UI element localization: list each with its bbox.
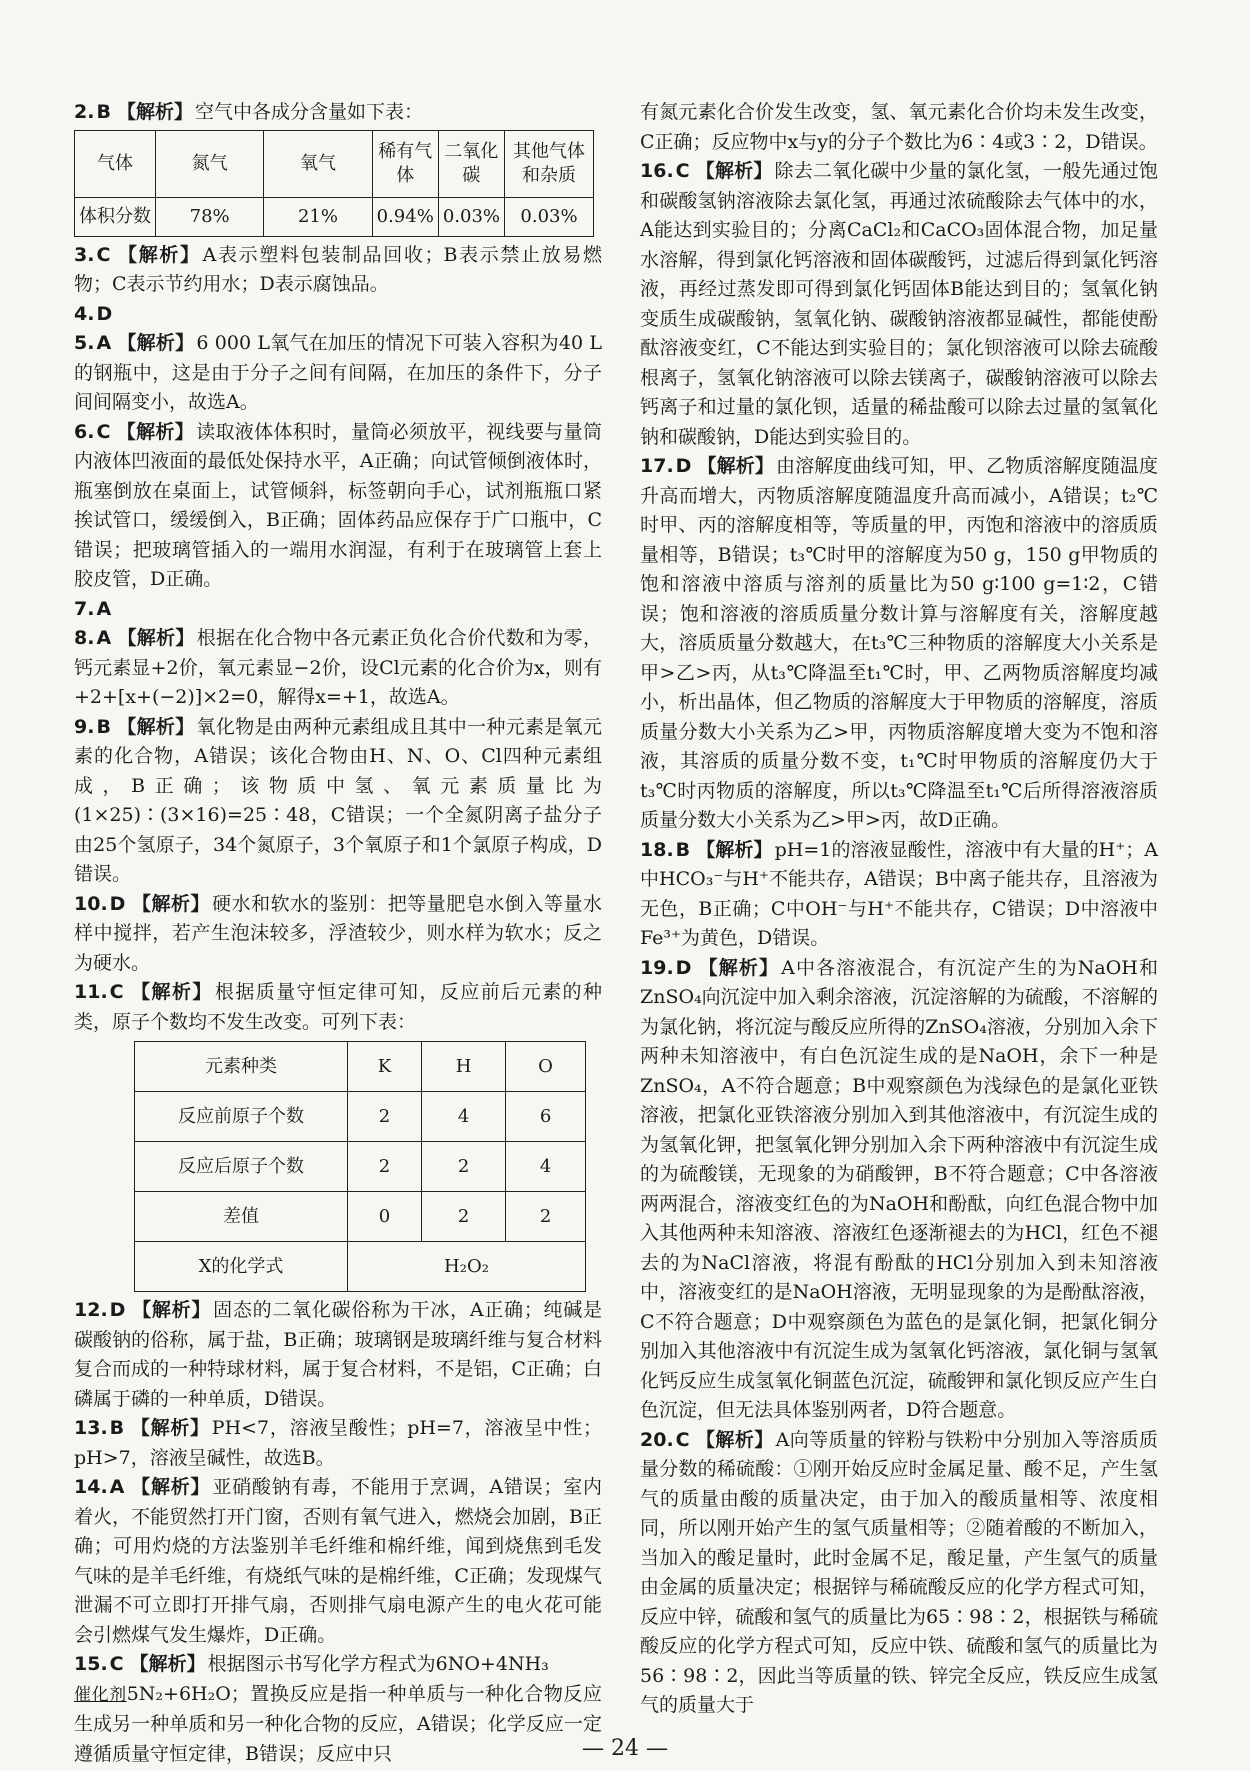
table-cell: 6	[506, 1092, 586, 1142]
analysis-text: PH<7，溶液呈酸性；pH=7，溶液呈中性；pH>7，溶液呈碱性，故选B。	[74, 1417, 602, 1469]
table-cell: 78%	[156, 197, 264, 236]
question-7	[74, 595, 602, 625]
answer-letter: D	[96, 302, 113, 325]
table-cell: 2	[348, 1142, 422, 1192]
question-6	[74, 418, 602, 595]
question-number: 7.	[74, 597, 95, 620]
table-cell: 4	[421, 1092, 505, 1142]
question-number: 13.	[74, 1417, 108, 1439]
table-cell: 2	[506, 1192, 586, 1242]
table-header-cell: 气体	[75, 130, 156, 197]
analysis-text: 除去二氧化碳中少量的氯化氢，一般先通过饱和碳酸氢钠溶液除去氯化氢，再通过浓硫酸除去气体中的水，A能达到实验目的；分离CaCl₂和CaCO₃固体混合物，加足量水溶解，得到氯化钙溶液和固体碳酸钙，过滤后得到氯化钙溶液，再经过蒸发即可得到氯化钙固体B能达到目的；氢氧化钠变质生成碳酸钠，氢氧化钠、碳酸钠溶液都显碱性，都能使酚酞溶液变红，C不能达到实验目的；氯化钡溶液可以除去硫酸根离子，氢氧化钠溶液可以除去镁离子，碳酸钠溶液可以除去钙离子和过量的氯化钡，适量的稀盐酸可以除去过量的氢氧化钠和碳酸钠，D能达到实验目的。	[640, 160, 1158, 448]
question-14	[74, 1473, 602, 1650]
question-number: 11.	[74, 981, 108, 1003]
right-column	[640, 98, 1158, 1721]
question-number: 20.	[640, 1428, 674, 1451]
analysis-text: 亚硝酸钠有毒，不能用于烹调，A错误；室内着火，不能贸然打开门窗，否则有氧气进入，燃烧会加剧，B正确；可用灼烧的方法鉴别羊毛纤维和棉纤维，闻到烧焦到毛发气味的是羊毛纤维，有烧纸气味的是棉纤维，C正确；发现煤气泄漏不可立即打开排气扇，否则排气扇电源产生的电火花可能会引燃煤气发生爆炸，D正确。	[74, 1476, 602, 1646]
answer-letter: A	[96, 597, 112, 620]
analysis-tag: 【解析】	[695, 160, 773, 182]
answer-letter: C	[96, 243, 111, 266]
question-number: 2.	[74, 101, 95, 123]
answer-letter: B	[675, 838, 691, 861]
analysis-text: A表示塑料包装制品回收；B表示禁止放易燃物；C表示节约用水；D表示腐蚀品。	[74, 243, 602, 295]
table-row	[135, 1192, 586, 1242]
table-row	[135, 1042, 586, 1092]
question-number: 3.	[74, 243, 95, 266]
analysis-tag: 【解析】	[130, 1417, 210, 1439]
question-4	[74, 300, 602, 330]
table-row-label: 反应前原子个数	[135, 1092, 348, 1142]
table-header-cell: H	[421, 1042, 505, 1092]
table-row	[135, 1092, 586, 1142]
analysis-tag: 【解析】	[116, 420, 195, 443]
question-number: 8.	[74, 627, 95, 649]
analysis-text: 根据图示书写化学方程式为6NO+4NH₃	[207, 1653, 549, 1675]
question-number: 12.	[74, 1299, 108, 1321]
table-cell: H₂O₂	[348, 1242, 586, 1292]
answer-letter: B	[109, 1417, 125, 1439]
table-cell: 2	[348, 1092, 422, 1142]
analysis-tag: 【解析】	[117, 627, 195, 649]
analysis-text: 由溶解度曲线可知，甲、乙物质溶解度随温度升高而增大，丙物质溶解度随温度升高而减小，A错误；t₂℃时甲、丙的溶解度相等，等质量的甲，丙饱和溶液中的溶质质量相等，B错误；t₃℃时甲的溶解度为50 g，150 g甲物质的饱和溶液中溶质与溶剂的质量比为50 g∶100 g=1∶2，C错误；饱和溶液的溶质质量分数计算与溶解度有关，溶解度越大，溶质质量分数越大，在t₃℃三种物质的溶解度大小关系是甲>乙>丙，从t₃℃降温至t₁℃时，甲、乙两物质溶解度均减小，析出晶体，但乙物质的溶解度大于甲物质的溶解度，溶质质量分数大小关系为乙>甲，丙物质溶解度增大变为不饱和溶液，其溶质的质量分数不变，t₁℃时甲物质的溶解度仍大于t₃℃时丙物质的溶解度，所以t₃℃降温至t₁℃后所得溶液溶质质量分数大小关系为乙>甲>丙，故D正确。	[640, 455, 1158, 831]
question-number: 10.	[74, 892, 108, 915]
question-number: 15.	[74, 1653, 108, 1675]
analysis-text: A中各溶液混合，有沉淀产生的为NaOH和ZnSO₄向沉淀中加入剩余溶液，沉淀溶解的为硫酸，不溶解的为氯化钠，将沉淀与酸反应所得的ZnSO₄溶液，分别加入余下两种未知溶液中，有白色沉淀生成的是NaOH，余下一种是ZnSO₄，A不符合题意；B中观察颜色为浅绿色的是氯化亚铁溶液，把氯化亚铁溶液分别加入到其他溶液中，有沉淀生成的为氢氧化钾，把氢氧化钾分别加入余下两种溶液中有沉淀生成的为硫酸镁，无现象的为硝酸钾，B不符合题意；C中各溶液两两混合，溶液变红色的为NaOH和酚酞，向红色混合物中加入其他两种未知溶液、溶液红色逐渐褪去的为HCl，红色不褪去的为NaCl溶液，将混有酚酞的HCl分别加入到未知溶液中，溶液变红的是NaOH溶液，无明显现象的为是酚酞溶液，C不符合题意；D中观察颜色为蓝色的是氯化铜，把氯化铜分别加入其他溶液中有沉淀生成为氢氧化钙溶液，氯化铜与氢氧化钙反应生成氢氧化铜蓝色沉淀，硫酸钾和氯化钡反应产生白色沉淀，但无法具体鉴别两者，D符合题意。	[640, 956, 1158, 1421]
table-header-cell: 氧气	[264, 130, 372, 197]
answer-letter: A	[96, 332, 112, 354]
answer-letter: D	[109, 892, 126, 915]
analysis-tag: 【解析】	[695, 1428, 774, 1451]
analysis-tag: 【解析】	[131, 1299, 212, 1321]
analysis-text: 读取液体体积时，量筒必须放平，视线要与量筒内液体凹液面的最低处保持水平，A正确；向试管倾倒液体时，瓶塞倒放在桌面上，试管倾斜，标签朝向手心，试剂瓶瓶口紧挨试管口，缓缓倒入，B正确；固体药品应保存于广口瓶中，C错误；把玻璃管插入的一端用水润湿，有利于在玻璃管上套上胶皮管，D正确。	[74, 420, 602, 590]
table-cell: 0.03%	[505, 197, 594, 236]
question-number: 5.	[74, 332, 95, 354]
table-header-cell: 二氧化碳	[438, 130, 504, 197]
analysis-text: pH=1的溶液显酸性，溶液中有大量的H⁺；A中HCO₃⁻与H⁺不能共存，A错误；B中离子能共存，且溶液为无色，B正确；C中OH⁻与H⁺不能共存，C错误；D中溶液中Fe³⁺为黄色，D错误。	[640, 838, 1158, 949]
table-header-cell: 元素种类	[135, 1042, 348, 1092]
table-header-cell: 氮气	[156, 130, 264, 197]
question-number: 14.	[74, 1476, 108, 1498]
answer-letter: A	[109, 1476, 125, 1498]
table-cell: 0	[348, 1192, 422, 1242]
analysis-tag: 【解析】	[696, 838, 773, 861]
question-15-continued: 有氮元素化合价发生改变，氢、氧元素化合价均未发生改变，C正确；反应物中x与y的分子个数比为6∶4或3∶2，D错误。	[640, 101, 1158, 153]
question-9	[74, 713, 602, 890]
analysis-tag: 【解析】	[129, 1653, 206, 1675]
question-number: 18.	[640, 838, 674, 861]
table-cell: 0.03%	[438, 197, 504, 236]
table-row	[135, 1242, 586, 1292]
answer-letter: C	[675, 1428, 690, 1451]
question-number: 4.	[74, 302, 95, 325]
analysis-text-continued: 5N₂+6H₂O；置换反应是指一种单质与一种化合物反应生成另一种单质和另一种化合物的反应，A错误；化学反应一定遵循质量守恒定律，B错误；反应中只	[74, 1682, 602, 1765]
analysis-text: 固态的二氧化碳俗称为干冰，A正确；纯碱是碳酸钠的俗称，属于盐，B正确；玻璃钢是玻璃纤维与复合材料复合而成的一种特球材料，属于复合材料，不是铝，C正确；白磷属于磷的一种单质，D错误。	[74, 1299, 602, 1410]
table-cell: 0.94%	[372, 197, 438, 236]
question-17	[640, 452, 1158, 836]
question-12	[74, 1296, 602, 1414]
table-row-label: 体积分数	[75, 197, 156, 236]
analysis-text: 6 000 L氧气在加压的情况下可装入容积为40 L的钢瓶中，这是由于分子之间有间隔，在加压的条件下，分子间间隔变小，故选A。	[74, 332, 602, 413]
element-count-table	[134, 1041, 586, 1292]
analysis-text: A向等质量的锌粉与铁粉中分别加入等溶质质量分数的稀硫酸：①刚开始反应时金属足量、酸不足，产生氢气的质量由酸的质量决定，由于加入的酸质量相等、浓度相同，所以刚开始产生的氢气质量相等；②随着酸的不断加入，当加入的酸足量时，此时金属不足，酸足量，产生氢气的质量由金属的质量决定；根据锌与稀硫酸反应的化学方程式可知，反应中锌，硫酸和氢气的质量比为65∶98∶2，根据铁与稀硫酸反应的化学方程式可知，反应中铁、硫酸和氢气的质量比为56∶98∶2，因此当等质量的铁、锌完全反应，铁反应生成氢气的质量大于	[640, 1428, 1158, 1716]
question-19	[640, 954, 1158, 1426]
answer-letter: D	[675, 455, 692, 477]
answer-letter: C	[109, 1653, 124, 1675]
table-header-cell: O	[506, 1042, 586, 1092]
table-row-label: 反应后原子个数	[135, 1142, 348, 1192]
question-number: 6.	[74, 420, 95, 443]
table-header-cell: K	[348, 1042, 422, 1092]
question-8	[74, 624, 602, 713]
answer-letter: C	[675, 160, 690, 182]
analysis-text: 根据在化合物中各元素正负化合价代数和为零，钙元素显+2价，氧元素显−2价，设Cl元素的化合价为x，则有+2+[x+(−2)]×2=0，解得x=+1，故选A。	[74, 627, 602, 708]
question-5	[74, 329, 602, 418]
question-number: 9.	[74, 715, 95, 738]
question-16	[640, 157, 1158, 452]
table-cell: 4	[506, 1142, 586, 1192]
analysis-tag: 【解析】	[116, 715, 195, 738]
analysis-tag: 【解析】	[131, 892, 211, 915]
analysis-tag: 【解析】	[697, 956, 780, 979]
table-row	[135, 1142, 586, 1192]
table-cell: 2	[421, 1142, 505, 1192]
left-column	[74, 98, 602, 1769]
analysis-tag: 【解析】	[129, 981, 213, 1003]
question-20	[640, 1426, 1158, 1721]
table-header-cell: 稀有气体	[372, 130, 438, 197]
question-number: 19.	[640, 956, 674, 979]
analysis-tag: 【解析】	[116, 243, 201, 266]
question-2	[74, 98, 602, 128]
analysis-text: 空气中各成分含量如下表：	[194, 101, 423, 123]
answer-letter: D	[109, 1299, 126, 1321]
reaction-condition: 催化剂	[74, 1684, 127, 1705]
table-row-label: 差值	[135, 1192, 348, 1242]
analysis-tag: 【解析】	[130, 1476, 211, 1498]
question-18	[640, 836, 1158, 954]
question-13	[74, 1414, 602, 1473]
analysis-text: 根据质量守恒定律可知，反应前后元素的种类，原子个数均不发生改变。可列下表：	[74, 981, 602, 1033]
table-row-label: X的化学式	[135, 1242, 348, 1292]
analysis-text: 氧化物是由两种元素组成且其中一种元素是氧元素的化合物，A错误；该化合物由H、N、O、Cl四种元素组成，B正确；该物质中氢、氧元素质量比为(1×25)∶(3×16)=25∶48，C错误；一个全氮阴离子盐分子由25个氢原子，34个氮原子，3个氧原子和1个氯原子构成，D错误。	[74, 715, 602, 885]
table-header-cell: 其他气体和杂质	[505, 130, 594, 197]
answer-letter: B	[96, 101, 111, 123]
analysis-tag: 【解析】	[116, 101, 193, 123]
table-cell: 21%	[264, 197, 372, 236]
question-number: 16.	[640, 160, 674, 182]
analysis-tag: 【解析】	[117, 332, 195, 354]
page-number: — 24 —	[582, 1736, 668, 1761]
air-composition-table	[74, 130, 594, 237]
analysis-text: 硬水和软水的鉴别：把等量肥皂水倒入等量水样中搅拌，若产生泡沫较多，浮渣较少，则水样为软水；反之为硬水。	[74, 892, 602, 974]
table-cell: 2	[421, 1192, 505, 1242]
question-11	[74, 978, 602, 1037]
question-number: 17.	[640, 455, 674, 477]
question-10	[74, 890, 602, 979]
answer-letter: D	[675, 956, 692, 979]
answer-letter: B	[96, 715, 111, 738]
answer-letter: C	[109, 981, 124, 1003]
analysis-tag: 【解析】	[697, 455, 774, 477]
question-3	[74, 241, 602, 300]
answer-letter: C	[96, 420, 111, 443]
answer-letter: A	[96, 627, 112, 649]
